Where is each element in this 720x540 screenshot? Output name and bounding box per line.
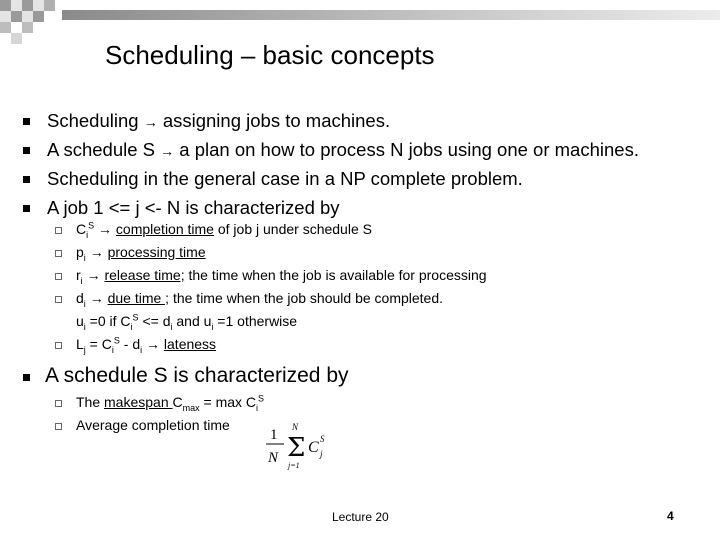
square-bullet-icon [23, 118, 30, 125]
footer-lecture: Lecture 20 [332, 510, 389, 524]
arrow-right-icon: → [98, 221, 113, 237]
hollow-square-bullet-icon [55, 227, 62, 234]
average-completion-formula [264, 420, 334, 472]
square-bullet-icon [23, 176, 30, 183]
hollow-square-bullet-icon [55, 400, 62, 407]
arrow-right-icon: → [143, 114, 158, 130]
sum-upper-limit: N [292, 422, 299, 432]
square-bullet-icon [23, 147, 30, 154]
arrow-right-icon: → [89, 290, 104, 306]
bullet-text: Scheduling → assigning jobs to machines. [47, 110, 391, 131]
bullet-text: Scheduling in the general case in a NP complete problem. [47, 168, 523, 189]
square-bullet-icon [23, 205, 30, 212]
formula-sub: j [320, 449, 323, 459]
formula-c: C [308, 439, 319, 456]
arrow-right-icon: → [160, 143, 175, 159]
formula-sup: S [320, 434, 325, 444]
hollow-square-bullet-icon [55, 342, 62, 349]
bullet-text: A schedule S is characterized by [45, 364, 349, 387]
arrow-right-icon: → [146, 336, 161, 352]
arrow-right-icon: → [86, 267, 101, 283]
hollow-square-bullet-icon [55, 423, 62, 430]
slide-title: Scheduling – basic concepts [105, 40, 435, 70]
page-number: 4 [667, 509, 674, 523]
sigma-icon: Σ [287, 433, 306, 463]
bullet-text: A job 1 <= j <- N is characterized by [47, 197, 340, 218]
arrow-right-icon: → [89, 244, 104, 260]
hollow-square-bullet-icon [55, 296, 62, 303]
bullet-text: A schedule S → a plan on how to process N jobs using one or machines. [47, 139, 639, 160]
hollow-square-bullet-icon [55, 250, 62, 257]
formula-numerator: 1 [270, 427, 278, 443]
square-bullet-icon [23, 374, 30, 381]
hollow-square-bullet-icon [55, 273, 62, 280]
sum-lower-limit: j=1 [288, 461, 300, 470]
formula-denominator: N [268, 450, 279, 466]
